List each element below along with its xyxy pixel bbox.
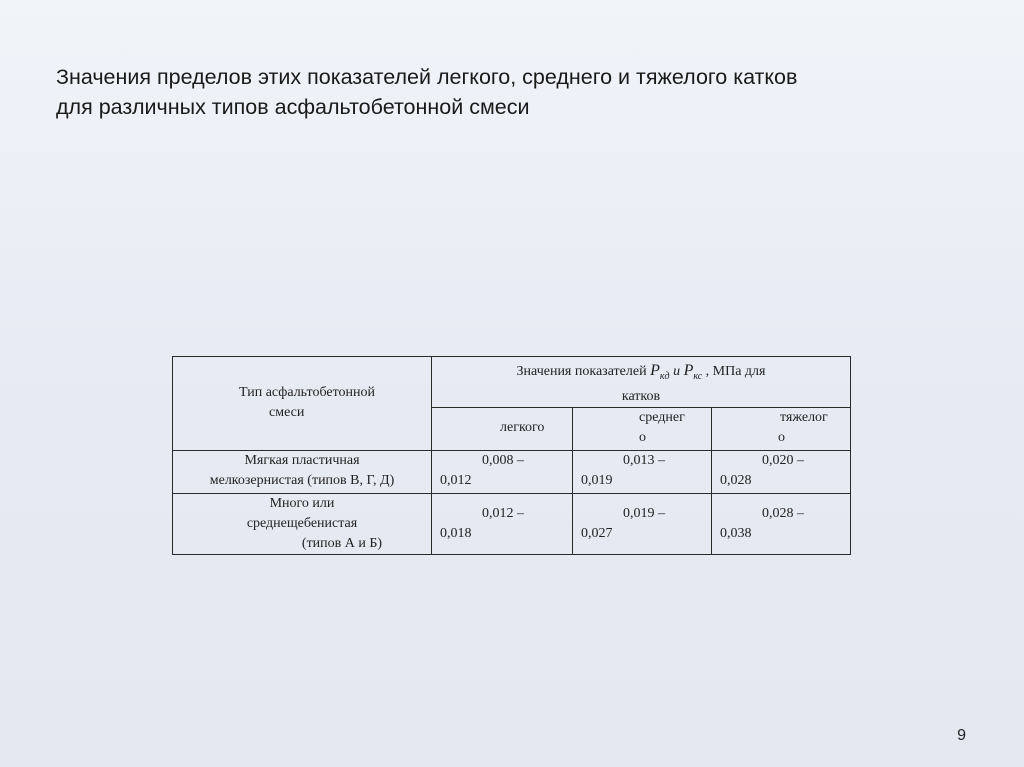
header-symbol-p2-sub: кс — [693, 370, 703, 382]
row-type-line1: Много или — [269, 495, 335, 511]
header-type-line2: смеси — [269, 405, 305, 420]
row-type-line2: мелкозернистая (типов В, Г, Д) — [209, 472, 395, 488]
value-line1: 0,019 – — [623, 505, 665, 521]
subheader-heavy-line2: о — [778, 429, 785, 445]
value-line2: 0,019 — [581, 472, 613, 488]
subheader-heavy-cell — [712, 407, 851, 450]
header-symbol-p2: P — [683, 362, 694, 379]
header-values-line2: катков — [621, 388, 661, 404]
row-heavy-value — [712, 450, 851, 493]
row-type-line3: (типов А и Б) — [301, 535, 383, 551]
slide-title-line1: Значения пределов этих показателей легкого, среднего и тяжелого катков — [56, 65, 798, 89]
data-table — [172, 356, 851, 555]
row-type-cell — [173, 450, 432, 493]
table-header-row — [173, 357, 851, 408]
row-light-value — [432, 450, 573, 493]
value-line1: 0,012 – — [482, 505, 524, 521]
page-number: 9 — [957, 727, 966, 744]
value-line2: 0,027 — [581, 525, 613, 541]
slide-title — [56, 62, 986, 122]
subheader-heavy-line1: тяжелог — [780, 409, 828, 425]
subheader-light: легкого — [500, 419, 545, 435]
subheader-medium-cell — [573, 407, 712, 450]
row-heavy-value — [712, 493, 851, 554]
slide-title-line2: для различных типов асфальтобетонной смеси — [56, 95, 530, 119]
row-type-cell — [173, 493, 432, 554]
subheader-medium-line1: среднег — [639, 409, 685, 425]
row-type-line1: Мягкая пластичная — [244, 452, 360, 468]
header-symbol-p1: P — [650, 362, 660, 379]
value-line2: 0,012 — [440, 472, 472, 488]
value-line2: 0,038 — [720, 525, 752, 541]
value-line1: 0,028 – — [762, 505, 804, 521]
value-line2: 0,018 — [440, 525, 472, 541]
value-line1: 0,013 – — [623, 452, 665, 468]
value-line2: 0,028 — [720, 472, 752, 488]
row-medium-value — [573, 493, 712, 554]
header-values-prefix: Значения показателей — [516, 364, 651, 379]
subheader-medium-line2: о — [639, 429, 646, 445]
table-row — [173, 450, 851, 493]
header-symbol-and: и — [669, 364, 684, 379]
row-medium-value — [573, 450, 712, 493]
row-type-line2: среднещебенистая — [246, 515, 358, 531]
header-symbol-p1-sub: кд — [659, 370, 670, 382]
header-type-cell — [173, 357, 432, 451]
header-values-cell — [432, 357, 851, 408]
data-table-container — [172, 356, 851, 555]
value-line1: 0,008 – — [482, 452, 524, 468]
header-values-suffix: , МПа для — [702, 364, 766, 379]
table-row — [173, 493, 851, 554]
row-light-value — [432, 493, 573, 554]
subheader-light-cell — [432, 407, 573, 450]
header-type-line1: Тип асфальтобетонной — [239, 385, 376, 400]
value-line1: 0,020 – — [762, 452, 804, 468]
